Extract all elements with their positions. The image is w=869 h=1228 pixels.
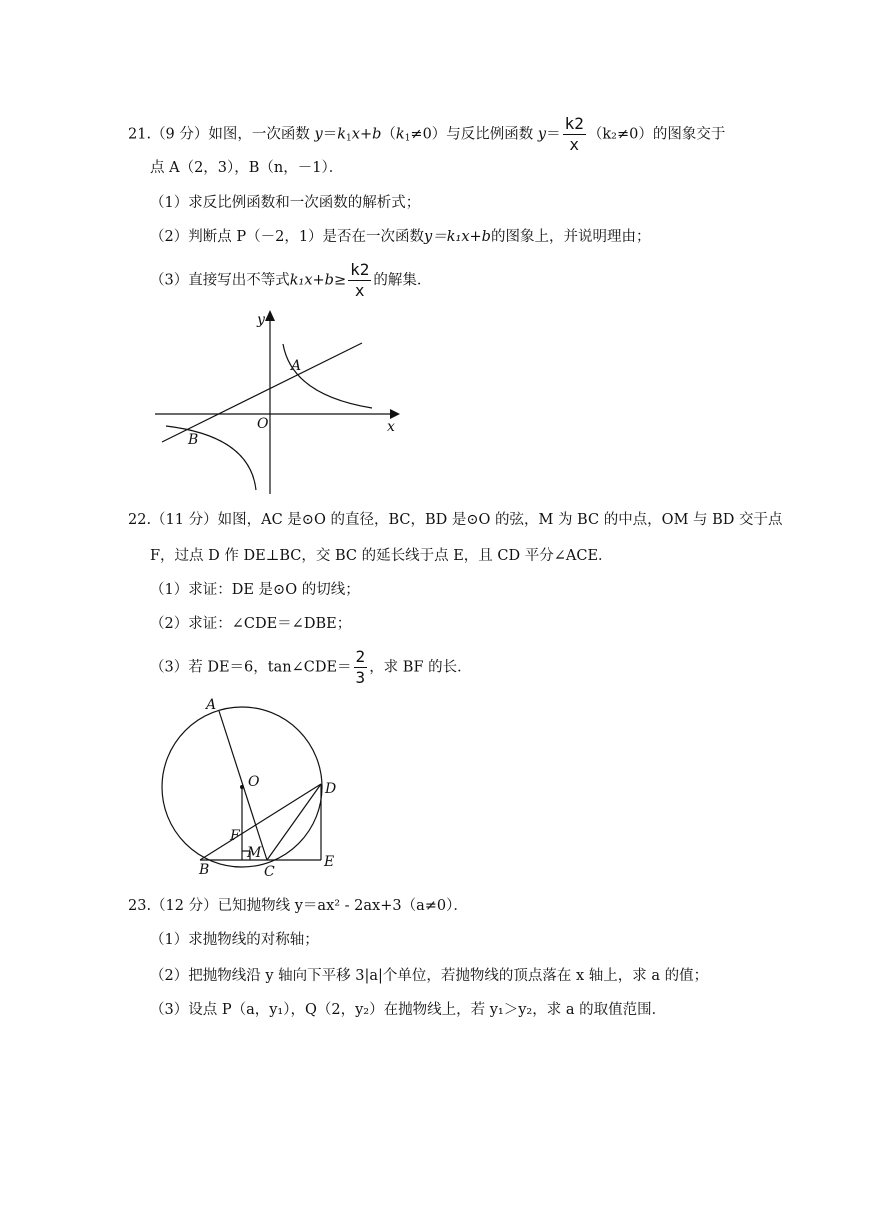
q21-cond2: （k₂≠0）的图象交于 [587,126,726,143]
q22-sub1: （1）求证：DE 是⊙O 的切线； [150,582,360,598]
q21-intro: 如图，一次函数 [208,126,310,143]
q21-score: （9 分） [151,126,209,143]
q22-line1: 22.（11 分）如图，AC 是⊙O 的直径，BC，BD 是⊙O 的弦，M 为 BC 的中点，OM 与 BD 交于点 [128,512,783,528]
q22-frac-den: 3 [355,668,366,687]
q21-cond-sub: 1 [404,133,411,144]
q21-frac-num: k2 [564,114,584,133]
q21-label-a: A [291,358,302,374]
q22-center-dot [240,785,244,789]
q22-sub3-a: （3）若 DE＝6，tan∠CDE＝ [150,659,352,676]
q21-sub3-frac-den: x [348,280,371,299]
q21-sub3-frac-num: k2 [350,260,370,279]
q22-label-m: M [247,845,262,861]
q21-b: b [372,126,382,143]
q21-plus: + [359,126,373,143]
q22-label-b: B [199,862,210,878]
q22-sub2: （2）求证：∠CDE＝∠DBE； [150,616,352,632]
q21-y2: y [537,126,547,143]
q21-sub2-b: y＝k₁x+b [424,229,491,245]
q21-eq2: ＝ [546,126,561,143]
q21-sub1: （1）求反比例函数和一次函数的解析式； [150,195,421,211]
q22-label-f: F [230,828,240,844]
q22-label-a: A [206,697,217,713]
q21-k1: k [337,126,347,143]
q21-cond-rest: ≠0）与反比例函数 [410,126,534,143]
q21-cond-k: k [395,126,405,143]
q22-frac-num: 2 [355,647,366,666]
q21-paren: （ [381,126,396,143]
q22-seg-cd [267,784,321,860]
q21-sub3-b: k₁x+b≥ [289,272,347,289]
q21-sub2-a: （2）判断点 P（－2，1）是否在一次函数 [150,229,425,245]
q21-sub3-a: （3）直接写出不等式 [150,272,290,289]
q21-x: x [351,126,360,143]
q21-number: 21. [128,126,152,143]
q21-frac-den: x [563,134,586,153]
q22-line2: F，过点 D 作 DE⊥BC，交 BC 的延长线于点 E，且 CD 平分∠ACE． [150,548,613,564]
q21-label-x: x [387,419,395,435]
q21-label-b: B [188,432,199,448]
q21-k1-sub: 1 [346,133,352,144]
q23-line1: 23.（12 分）已知抛物线 y＝ax² - 2ax+3（a≠0）． [128,898,468,914]
q21-sub2-c: 的图象上，并说明理由； [490,229,651,245]
q21-line2: 点 A（2，3），B（n，－1）． [150,160,344,176]
q21-sub3-c: 的解集． [373,272,432,289]
q21-label-o: O [257,416,269,432]
q22-sub3-b: ，求 BF 的长． [369,659,472,676]
q22-label-c: C [264,864,275,880]
q23-sub2: （2）把抛物线沿 y 轴向下平移 3|a|个单位，若抛物线的顶点落在 x 轴上，求 a 的值； [150,968,709,984]
q22-label-o: O [248,774,260,790]
q22-label-e: E [324,854,335,870]
q21-y: y [314,126,323,143]
q21-label-y: y [257,312,265,328]
q23-sub3: （3）设点 P（a，y₁），Q（2，y₂）在抛物线上，若 y₁＞y₂，求 a 的取值范围． [150,1002,667,1018]
q22-label-d: D [325,781,337,797]
q23-sub1: （1）求抛物线的对称轴； [150,932,319,948]
q21-eq1: ＝ [322,126,338,143]
